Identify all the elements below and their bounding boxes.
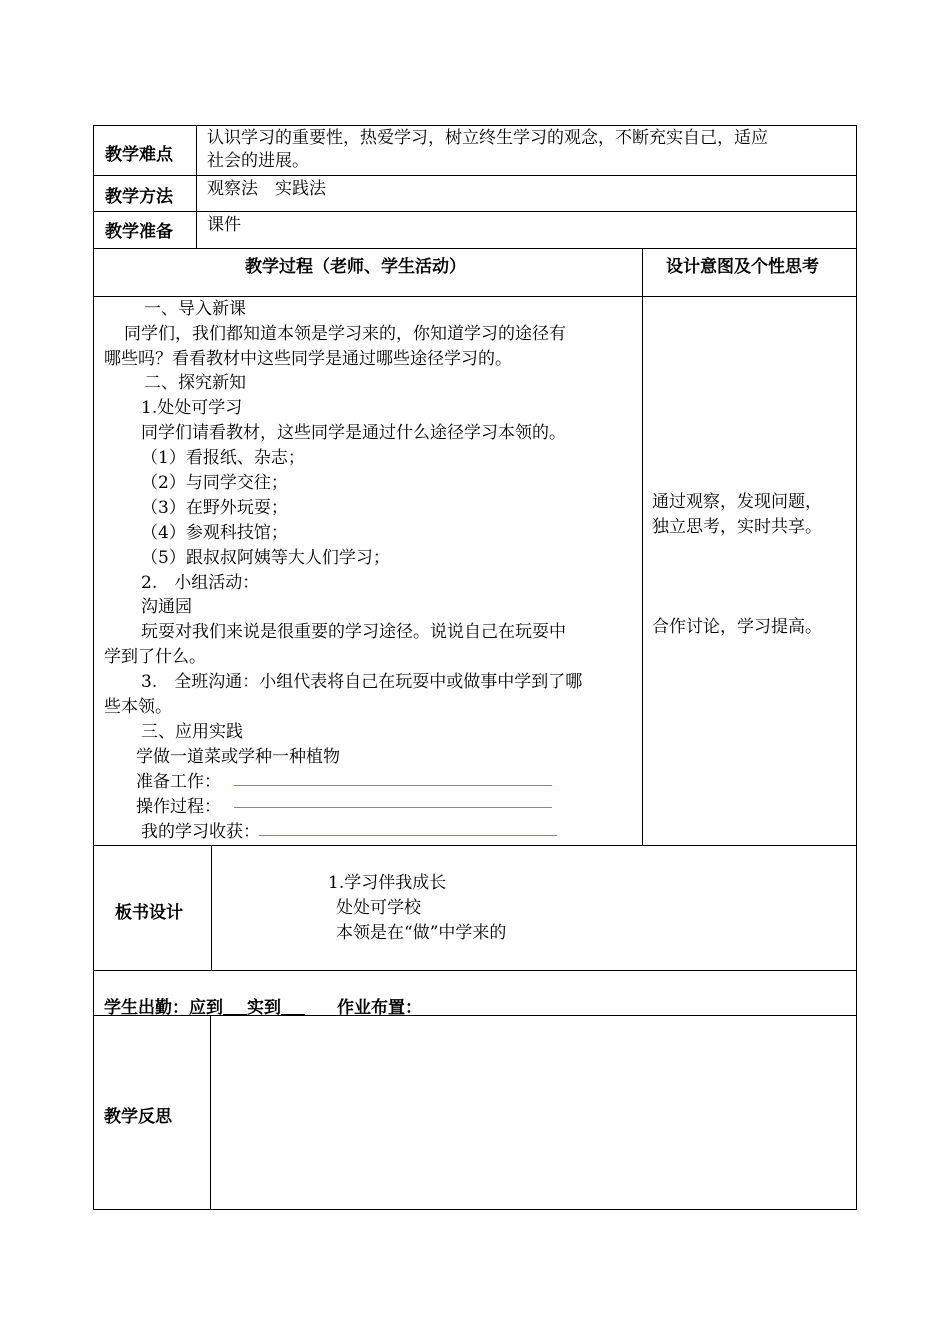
difficulty-content-cell: [196, 125, 857, 176]
method-label: 教学方法: [105, 187, 173, 207]
process-line: （1）看报纸、杂志；: [141, 448, 305, 468]
intent-body-cell: [642, 296, 857, 846]
board-line1: 1.学习伴我成长: [328, 873, 447, 893]
process-line: 玩耍对我们来说是很重要的学习途径。说说自己在玩耍中: [141, 622, 566, 642]
reflection-label-cell: [93, 1015, 211, 1210]
process-line: 一、导入新课: [144, 299, 246, 319]
process-line: （3）在野外玩耍；: [141, 498, 288, 518]
board-line2: 处处可学校: [336, 898, 421, 918]
harvest-underline: [259, 835, 557, 836]
board-content-cell: [211, 845, 857, 971]
process-header-right: 设计意图及个性思考: [666, 257, 819, 277]
process-line: 同学们，我们都知道本领是学习来的，你知道学习的途径有: [124, 324, 566, 344]
process-line: 同学们请看教材，这些同学是通过什么途径学习本领的。: [141, 423, 566, 443]
board-line3: 本领是在“做”中学来的: [336, 923, 507, 943]
intent-line1: 通过观察，发现问题，: [652, 492, 822, 512]
process-line: 三、应用实践: [141, 722, 243, 742]
difficulty-text-line2: 社会的进展。: [207, 151, 309, 171]
process-line: 操作过程：: [136, 797, 221, 817]
process-line: 学到了什么。: [104, 647, 206, 667]
homework-label: 作业布置：: [337, 998, 422, 1018]
board-label: 板书设计: [115, 903, 183, 923]
process-line: 1.处处可学习: [141, 398, 243, 418]
process-line: 学做一道菜或学种一种植物: [136, 747, 340, 767]
prep-label: 教学准备: [105, 222, 173, 242]
attendance-actual-blank[interactable]: [281, 1000, 305, 1015]
process-line: 2. 小组活动：: [141, 573, 260, 593]
operation-underline: [234, 807, 552, 808]
attendance-due-label: 学生出勤：应到: [104, 998, 223, 1018]
process-line: 沟通园: [141, 597, 192, 617]
difficulty-text-line1: 认识学习的重要性，热爱学习，树立终生学习的观念，不断充实自己，适应: [207, 128, 768, 148]
process-line: （5）跟叔叔阿姨等大人们学习；: [141, 548, 390, 568]
process-line: （2）与同学交往；: [141, 473, 288, 493]
board-label-cell: [93, 845, 212, 971]
process-body-cell: [93, 296, 643, 846]
reflection-content-cell[interactable]: [210, 1015, 857, 1210]
process-line: （4）参观科技馆；: [141, 523, 288, 543]
process-line: 哪些吗？看看教材中这些同学是通过哪些途径学习的。: [104, 349, 512, 369]
prep-work-underline: [234, 785, 552, 786]
process-line: 二、探究新知: [144, 373, 246, 393]
process-line: 3. 全班沟通：小组代表将自己在玩耍中或做事中学到了哪: [141, 672, 583, 692]
reflection-label: 教学反思: [104, 1107, 172, 1127]
attendance-due-blank[interactable]: [223, 1000, 247, 1015]
prep-text: 课件: [207, 215, 241, 235]
process-line: 些本领。: [104, 697, 172, 717]
method-content-cell: [196, 175, 857, 212]
intent-line2: 独立思考，实时共享。: [652, 517, 822, 537]
intent-line3: 合作讨论，学习提高。: [652, 617, 822, 637]
difficulty-label: 教学难点: [105, 145, 173, 165]
process-line: 准备工作：: [136, 772, 221, 792]
prep-label-cell: [93, 211, 197, 249]
method-label-cell: [93, 175, 197, 212]
attendance-actual-label: 实到: [247, 998, 281, 1018]
process-header-left: 教学过程（老师、学生活动）: [245, 257, 466, 277]
process-header-left-cell: [93, 248, 643, 297]
process-line: 我的学习收获：: [141, 822, 260, 842]
difficulty-label-cell: [93, 125, 197, 176]
prep-content-cell: [196, 211, 857, 249]
method-text: 观察法 实践法: [207, 179, 326, 199]
process-header-right-cell: [642, 248, 857, 297]
attendance-cell: [93, 970, 857, 1016]
